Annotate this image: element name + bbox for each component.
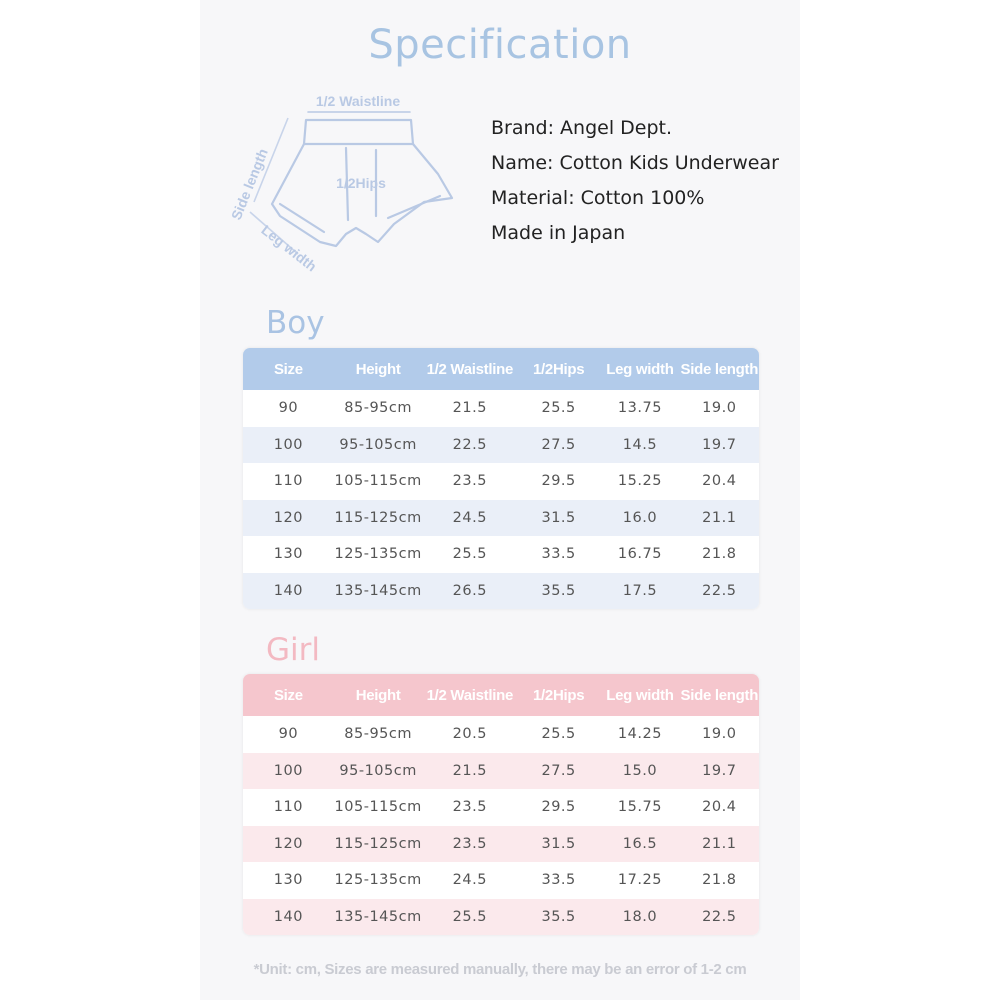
header-hips: 1/2Hips — [533, 686, 585, 704]
cell-leg-width: 17.5 — [622, 582, 658, 599]
header-height: Height — [355, 686, 401, 704]
cell-side-length: 20.4 — [702, 473, 737, 490]
cell-hips: 27.5 — [541, 436, 576, 453]
header-waistline: 1/2 Waistline — [426, 686, 513, 704]
boy-section-title: Boy — [266, 305, 325, 341]
header-leg-width: Leg width — [606, 360, 674, 378]
cell-hips: 31.5 — [541, 509, 576, 526]
cell-height: 95-105cm — [339, 762, 417, 779]
cell-waistline: 21.5 — [452, 400, 487, 417]
cell-leg-width: 15.75 — [617, 799, 662, 816]
product-info — [491, 114, 779, 254]
header-height: Height — [355, 360, 401, 378]
table-body — [243, 390, 759, 609]
table-row — [243, 500, 759, 537]
cell-hips: 25.5 — [541, 726, 576, 743]
cell-leg-width: 16.0 — [622, 509, 658, 526]
cell-side-length: 22.5 — [702, 908, 737, 925]
underwear-diagram — [228, 92, 468, 277]
cell-leg-width: 14.25 — [617, 726, 662, 743]
cell-size: 130 — [273, 872, 303, 889]
brand-text: Brand: Angel Dept. — [491, 117, 673, 139]
cell-waistline: 23.5 — [452, 473, 487, 490]
cell-side-length: 21.8 — [702, 872, 737, 889]
table-header-row — [243, 674, 759, 716]
header-leg-width: Leg width — [606, 686, 674, 704]
cell-hips: 25.5 — [541, 400, 576, 417]
cell-size: 140 — [273, 908, 303, 925]
cell-leg-width: 15.0 — [622, 762, 658, 779]
hips-label: 1/2Hips — [336, 175, 386, 191]
cell-size: 130 — [273, 546, 303, 563]
material-text: Material: Cotton 100% — [491, 187, 705, 209]
header-size: Size — [273, 360, 303, 378]
cell-hips: 27.5 — [541, 762, 576, 779]
side-length-label: Side length — [228, 146, 271, 223]
cell-waistline: 23.5 — [452, 835, 487, 852]
origin-text: Made in Japan — [491, 222, 626, 244]
cell-height: 135-145cm — [334, 908, 422, 925]
cell-side-length: 20.4 — [702, 799, 737, 816]
cell-height: 125-135cm — [334, 872, 422, 889]
header-side-length: Side length — [680, 686, 759, 704]
cell-size: 110 — [273, 473, 303, 490]
cell-waistline: 26.5 — [452, 582, 487, 599]
cell-height: 105-115cm — [334, 799, 422, 816]
table-row — [243, 390, 759, 427]
cell-size: 120 — [273, 509, 303, 526]
cell-size: 140 — [273, 582, 303, 599]
cell-hips: 35.5 — [541, 908, 576, 925]
cell-hips: 33.5 — [541, 546, 576, 563]
cell-size: 120 — [273, 835, 303, 852]
header-hips: 1/2Hips — [533, 360, 585, 378]
cell-size: 100 — [273, 762, 303, 779]
cell-side-length: 19.7 — [702, 762, 737, 779]
cell-height: 85-95cm — [344, 726, 412, 743]
header-waistline: 1/2 Waistline — [426, 360, 513, 378]
cell-waistline: 25.5 — [452, 908, 487, 925]
waistline-label: 1/2 Waistline — [315, 93, 401, 109]
cell-leg-width: 16.5 — [622, 835, 658, 852]
table-row — [243, 427, 759, 464]
cell-height: 105-115cm — [334, 473, 422, 490]
leg-width-label: Leg width — [258, 221, 320, 275]
table-row — [243, 899, 759, 936]
cell-height: 95-105cm — [339, 436, 417, 453]
table-row — [243, 789, 759, 826]
cell-leg-width: 17.25 — [617, 872, 662, 889]
cell-waistline: 23.5 — [452, 799, 487, 816]
cell-hips: 33.5 — [541, 872, 576, 889]
cell-height: 115-125cm — [334, 835, 422, 852]
cell-waistline: 22.5 — [452, 436, 487, 453]
cell-size: 100 — [273, 436, 303, 453]
cell-height: 115-125cm — [334, 509, 422, 526]
cell-hips: 31.5 — [541, 835, 576, 852]
cell-height: 85-95cm — [344, 400, 412, 417]
cell-side-length: 21.1 — [702, 835, 737, 852]
footnote: *Unit: cm, Sizes are measured manually, there may be an error of 1-2 cm — [253, 961, 747, 978]
name-text: Name: Cotton Kids Underwear — [491, 152, 779, 174]
page-title: Specification — [368, 22, 632, 68]
girl-size-table — [243, 674, 759, 935]
header-size: Size — [273, 686, 303, 704]
cell-waistline: 25.5 — [452, 546, 487, 563]
cell-leg-width: 13.75 — [617, 400, 662, 417]
table-row — [243, 753, 759, 790]
table-row — [243, 536, 759, 573]
table-header-row — [243, 348, 759, 390]
table-body — [243, 716, 759, 935]
cell-waistline: 20.5 — [452, 726, 487, 743]
cell-side-length: 19.7 — [702, 436, 737, 453]
table-row — [243, 716, 759, 753]
cell-side-length: 22.5 — [702, 582, 737, 599]
table-row — [243, 862, 759, 899]
cell-side-length: 21.8 — [702, 546, 737, 563]
boy-size-table — [243, 348, 759, 609]
cell-leg-width: 16.75 — [617, 546, 662, 563]
cell-waistline: 24.5 — [452, 872, 487, 889]
cell-height: 135-145cm — [334, 582, 422, 599]
cell-waistline: 21.5 — [452, 762, 487, 779]
cell-side-length: 19.0 — [702, 400, 737, 417]
cell-hips: 35.5 — [541, 582, 576, 599]
cell-size: 90 — [278, 400, 299, 417]
cell-hips: 29.5 — [541, 799, 576, 816]
cell-size: 110 — [273, 799, 303, 816]
cell-side-length: 19.0 — [702, 726, 737, 743]
cell-side-length: 21.1 — [702, 509, 737, 526]
cell-leg-width: 15.25 — [617, 473, 662, 490]
table-row — [243, 463, 759, 500]
cell-leg-width: 18.0 — [622, 908, 658, 925]
header-side-length: Side length — [680, 360, 759, 378]
girl-section-title: Girl — [266, 632, 320, 668]
table-row — [243, 573, 759, 610]
cell-waistline: 24.5 — [452, 509, 487, 526]
table-row — [243, 826, 759, 863]
cell-leg-width: 14.5 — [622, 436, 658, 453]
cell-size: 90 — [278, 726, 299, 743]
cell-hips: 29.5 — [541, 473, 576, 490]
cell-height: 125-135cm — [334, 546, 422, 563]
